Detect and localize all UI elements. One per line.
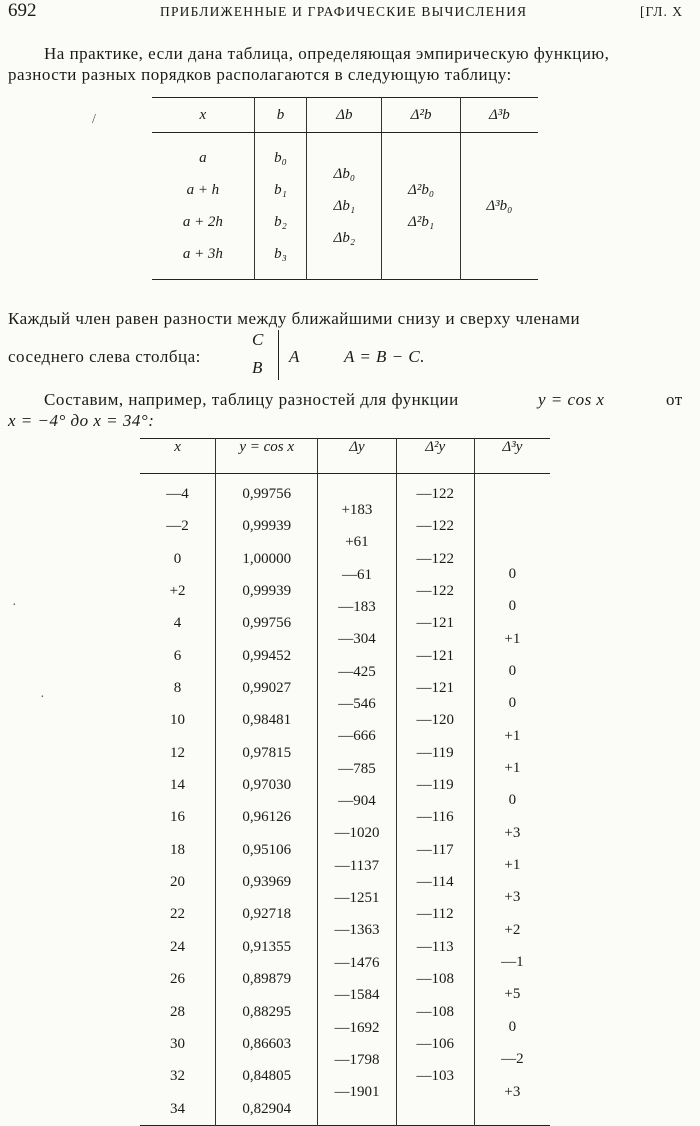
cell-x: 12 (170, 744, 186, 761)
cell-dy: +61 (345, 534, 369, 551)
col-db (307, 133, 382, 280)
col-b (254, 133, 306, 280)
cell-y: 1,00000 (242, 550, 292, 567)
cell-d2y: —122 (416, 583, 454, 600)
column-header: x (152, 98, 254, 133)
cell-x: a + 2h (182, 214, 223, 230)
cell-db: Δb₁ (333, 198, 356, 214)
column-header: b (254, 98, 306, 133)
cell-x: +2 (169, 583, 186, 600)
column-header: Δ²y (396, 439, 474, 474)
cell-d2y: —108 (416, 971, 454, 988)
cell-dy: —785 (338, 760, 376, 777)
cell-y: 0,95106 (242, 841, 292, 858)
cell-y: 0,96126 (242, 809, 292, 826)
cell-y: 0,88295 (242, 1003, 292, 1020)
column-header: Δy (318, 439, 396, 474)
cell-d2y: —119 (416, 744, 454, 761)
rule-bar (278, 330, 279, 380)
page-number: 692 (8, 0, 37, 21)
cell-x: 4 (173, 615, 182, 632)
cell-d3y: +3 (504, 1083, 521, 1100)
col-d2y (396, 474, 474, 1126)
para1-line2: разности разных порядков располагаются в следующую таблицу: (8, 65, 512, 84)
cell-dy: —425 (338, 663, 376, 680)
cell-y: 0,99452 (242, 647, 292, 664)
cell-x: 24 (170, 938, 186, 955)
cell-dy: —1584 (334, 987, 380, 1004)
column-header: x (140, 439, 216, 474)
cos-difference-table (140, 438, 550, 1126)
cell-x: 20 (170, 874, 186, 891)
cell-d3y: +3 (504, 824, 521, 841)
cell-d3y: +3 (504, 889, 521, 906)
cell-d3y: +2 (504, 921, 521, 938)
cell-y: 0,92718 (242, 906, 292, 923)
cell-d3y: +1 (504, 630, 521, 647)
cell-b: b₂ (274, 214, 287, 230)
col-d2b (382, 133, 460, 280)
stray-mark: / (92, 112, 96, 127)
cell-d2b: Δ²b₀ (408, 182, 435, 198)
cell-d2b: Δ²b₁ (408, 214, 435, 230)
cell-dy: —904 (338, 793, 376, 810)
cell-x: 0 (173, 550, 182, 567)
column-header: Δb (307, 98, 382, 133)
cell-d2y: —122 (416, 518, 454, 535)
col-y (216, 474, 318, 1126)
cell-x: 10 (170, 712, 186, 729)
cell-x: a + h (186, 182, 220, 198)
cell-y: 0,99756 (242, 486, 292, 502)
cell-d3y: +1 (504, 760, 521, 777)
cell-x: 14 (170, 777, 186, 794)
cell-d3y: —1 (501, 954, 524, 971)
para2-line1: Каждый член равен разности между ближайшими снизу и сверху членами (8, 309, 581, 328)
cell-x: 30 (170, 1035, 186, 1052)
rule-a: A (289, 347, 300, 366)
cell-d3y: 0 (508, 695, 517, 712)
column-header: Δ³b (460, 98, 538, 133)
cell-y: 0,93969 (242, 874, 292, 891)
cell-d2y: —103 (416, 1068, 454, 1085)
stray-mark: · (12, 598, 17, 613)
cell-x: 8 (173, 680, 182, 697)
col-x (152, 133, 254, 280)
cell-d2y: —106 (416, 1035, 454, 1052)
cell-y: 0,82904 (242, 1100, 292, 1117)
cell-d2y: —122 (416, 550, 454, 567)
cell-d3b: Δ³b₀ (486, 198, 513, 214)
chapter-label: [ГЛ. X (640, 4, 683, 19)
cell-dy: —1476 (334, 954, 380, 971)
cell-d3y: +1 (504, 727, 521, 744)
cell-dy: —666 (338, 728, 376, 745)
cell-db: Δb₀ (333, 166, 356, 182)
cell-db: Δb₂ (333, 230, 356, 246)
col-d3b (460, 133, 538, 280)
column-header: Δ²b (382, 98, 460, 133)
cell-y: 0,84805 (242, 1068, 292, 1085)
cell-d3y: 0 (508, 1018, 517, 1035)
cell-x: 34 (170, 1100, 186, 1117)
running-title: ПРИБЛИЖЕННЫЕ И ГРАФИЧЕСКИЕ ВЫЧИСЛЕНИЯ (160, 4, 528, 19)
rule-b: B (252, 358, 263, 377)
cell-y: 0,97030 (242, 777, 292, 794)
rule-c: C (252, 330, 264, 349)
cell-x: —4 (166, 486, 189, 502)
cell-d3y: —2 (501, 1051, 524, 1068)
cell-dy: —1901 (334, 1084, 380, 1101)
column-header: Δ³y (474, 439, 550, 474)
para3-suffix: от (666, 390, 683, 409)
cell-dy: —1251 (334, 890, 380, 907)
cell-d3y: +5 (504, 986, 521, 1003)
cell-b: b₃ (274, 246, 287, 262)
cell-x: 32 (170, 1068, 186, 1085)
cell-dy: —304 (338, 631, 376, 648)
cell-d3y: 0 (508, 598, 517, 615)
cell-dy: —183 (338, 599, 376, 616)
column-header: y = cos x (216, 439, 318, 474)
cell-d2y: —116 (416, 809, 454, 826)
cell-x: 28 (170, 1003, 186, 1020)
cell-y: 0,89879 (242, 971, 292, 988)
cell-y: 0,99027 (242, 680, 292, 697)
col-d3y (474, 474, 550, 1126)
col-dy (318, 474, 396, 1126)
cell-y: 0,97815 (242, 744, 292, 761)
cell-y: 0,99756 (242, 615, 292, 632)
cell-d2y: —117 (416, 841, 454, 858)
cell-b: b₁ (274, 182, 287, 198)
cell-dy: +183 (341, 502, 373, 518)
stray-mark: · (40, 690, 45, 705)
cell-y: 0,86603 (242, 1035, 292, 1052)
cell-d2y: —120 (416, 712, 454, 729)
cell-dy: —61 (341, 566, 372, 583)
cell-y: 0,99939 (242, 518, 292, 535)
cell-dy: —546 (338, 696, 376, 713)
col-x (140, 474, 216, 1126)
para1-line1: На практике, если дана таблица, определяющая эмпирическую функцию, (44, 44, 610, 63)
cell-d2y: —112 (416, 906, 454, 923)
cell-x: a + 3h (182, 246, 223, 262)
para3-line2: x = −4° до x = 34°: (8, 411, 155, 430)
cell-d2y: —121 (416, 647, 454, 664)
rule-formula: A = B − C. (344, 347, 425, 366)
difference-scheme-table (152, 97, 538, 280)
cell-d2y: —121 (416, 680, 454, 697)
cell-x: 22 (170, 906, 186, 923)
cell-dy: —1020 (334, 825, 380, 842)
cell-y: 0,98481 (242, 712, 292, 729)
cell-d2y: —122 (416, 486, 454, 502)
cell-d2y: —119 (416, 777, 454, 794)
cell-d2y: —108 (416, 1003, 454, 1020)
para2-line2: соседнего слева столбца: (8, 347, 201, 366)
cell-x: —2 (166, 518, 189, 535)
cell-dy: —1692 (334, 1019, 380, 1036)
cell-x: a (199, 150, 207, 166)
cell-d3y: 0 (508, 663, 517, 680)
cell-y: 0,91355 (242, 938, 292, 955)
cell-x: 16 (170, 809, 186, 826)
cell-dy: —1363 (334, 922, 380, 939)
cell-d2y: —121 (416, 615, 454, 632)
cell-d3y: 0 (508, 792, 517, 809)
cell-b: b₀ (274, 150, 287, 166)
cell-d2y: —113 (416, 938, 454, 955)
cell-d3y: 0 (508, 566, 517, 582)
cell-x: 26 (170, 971, 186, 988)
para3-func: y = cos x (538, 390, 605, 409)
cell-d3y: +1 (504, 857, 521, 874)
cell-dy: —1798 (334, 1051, 380, 1068)
cell-y: 0,99939 (242, 583, 292, 600)
cell-x: 6 (173, 647, 182, 664)
para3-line1: Составим, например, таблицу разностей для функции (44, 390, 459, 409)
cell-d2y: —114 (416, 874, 454, 891)
cell-x: 18 (170, 841, 186, 858)
cell-dy: —1137 (334, 857, 380, 874)
